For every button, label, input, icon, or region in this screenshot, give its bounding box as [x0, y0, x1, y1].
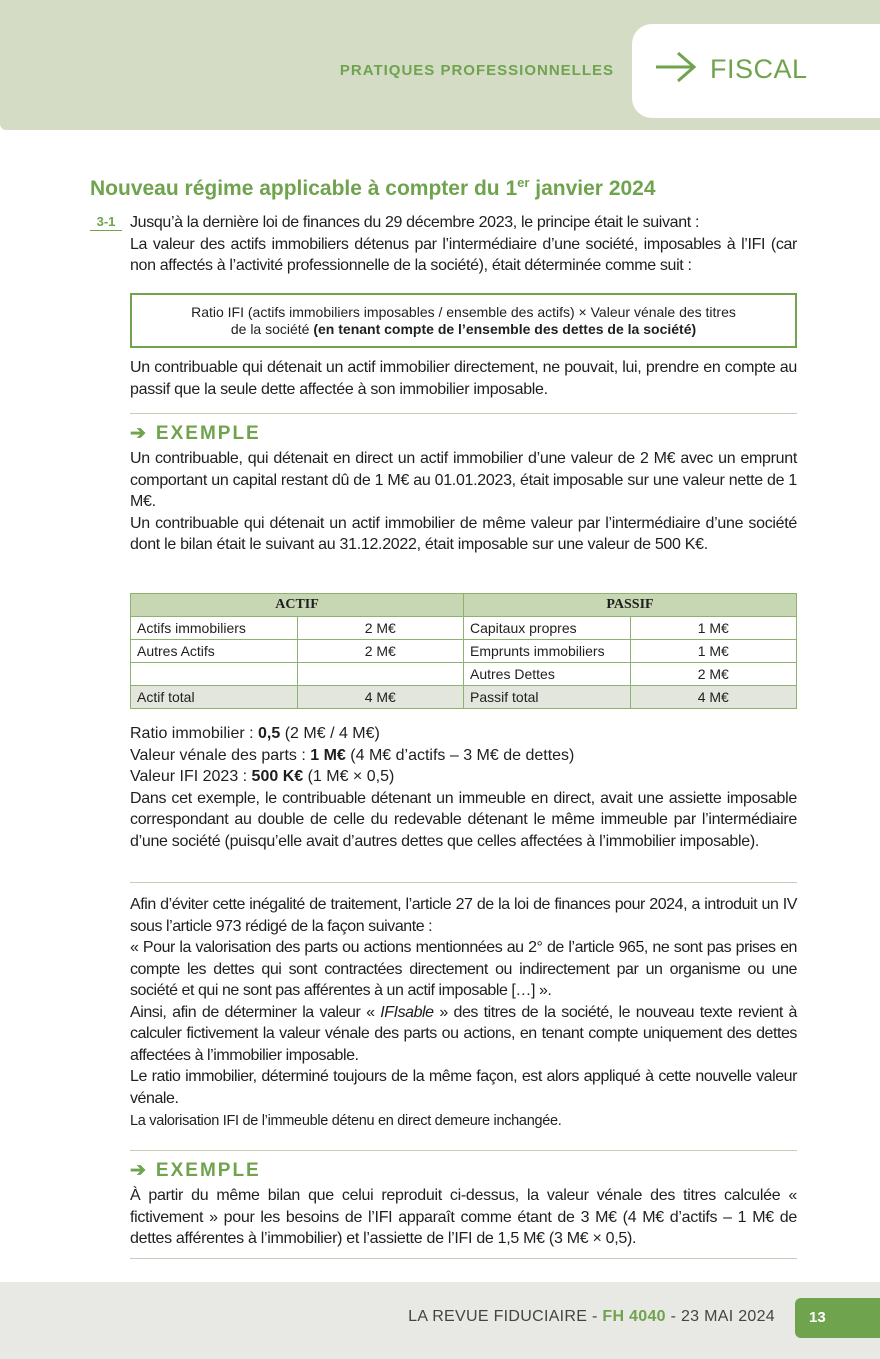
intro-line-1: Jusqu’à la dernière loi de finances du 29 décembre 2023, le principe était le suivant :	[130, 214, 700, 231]
arrow-right-icon: ➔	[130, 1160, 148, 1181]
section-label: PRATIQUES PROFESSIONNELLES	[339, 62, 614, 79]
cell-passif-value: 1 M€	[630, 617, 797, 640]
footer-code: FH 4040	[602, 1308, 666, 1325]
example-1-p2: Un contribuable qui détenait un actif immobilier de même valeur par l’intermédiaire d’une société dont le bilan était le suivant au 31.12.2022, était imposable sur une valeur de 500 K€.	[130, 514, 797, 553]
page-number: 13	[795, 1298, 880, 1338]
cell-actif-label	[131, 663, 298, 686]
formula-plain: de la société	[230, 321, 314, 337]
cell-actif-label: Actifs immobiliers	[131, 617, 298, 640]
footer-journal: LA REVUE FIDUCIAIRE -	[408, 1308, 603, 1325]
reform-p3-start: Ainsi, afin de déterminer la valeur «	[130, 1003, 381, 1021]
table-header-row	[131, 594, 797, 617]
tab-label: FISCAL	[710, 54, 808, 84]
calc-ratio-value: 0,5	[258, 725, 281, 742]
reform-p3	[130, 1002, 797, 1067]
title-text: Nouveau régime applicable à compter du 1	[90, 177, 518, 200]
table-row	[131, 640, 797, 663]
reform-p3-italic: IFIsable	[380, 1003, 434, 1021]
cell-passif-total-value: 4 M€	[630, 686, 797, 709]
calc-ifi-label: Valeur IFI 2023 :	[130, 768, 252, 785]
divider	[130, 1258, 797, 1259]
intro-line-2: La valeur des actifs immobiliers détenus par l’intermédiaire d’une société, imposables à l’IFI (car non affectés à l’activité professionnelle de la société), était déterminée comme suit :	[130, 235, 797, 274]
title-sup: er	[517, 175, 530, 190]
header-passif: PASSIF	[464, 594, 797, 617]
reform-p4: Le ratio immobilier, déterminé toujours de la même façon, est alors appliqué à cette nouvelle valeur vénale.	[130, 1068, 797, 1107]
balance-sheet-table	[130, 593, 797, 709]
cell-passif-label: Capitaux propres	[464, 617, 631, 640]
formula-bold: (en tenant compte de l’ensemble des dettes de la société)	[313, 321, 697, 337]
formula-line-2	[132, 321, 795, 338]
cell-passif-total-label: Passif total	[464, 686, 631, 709]
cell-actif-total-value: 4 M€	[297, 686, 464, 709]
calc-conclusion: Dans cet exemple, le contribuable détenant un immeuble en direct, avait une assiette imposable correspondant au double de celle du redevable détenant le même immeuble par l’intermédiaire d’une société (puisqu’elle avait d’autres dettes que celles affectées à l’immobilier imposable).	[130, 789, 797, 850]
calc-ratio-label: Ratio immobilier :	[130, 725, 259, 742]
divider	[130, 1150, 797, 1151]
arrow-right-icon	[654, 50, 698, 84]
reform-p1: Afin d’éviter cette inégalité de traitement, l’article 27 de la loi de finances pour 2024, a introduit un IV sous l’article 973 rédigé de la façon suivante :	[130, 896, 797, 935]
intro	[130, 212, 797, 277]
cell-actif-value	[297, 663, 464, 686]
calc-ifi-value: 500 K€	[251, 768, 304, 785]
calc-vv-label: Valeur vénale des parts :	[130, 746, 311, 764]
calc-vv-detail: (4 M€ d’actifs – 3 M€ de dettes)	[345, 746, 575, 764]
cell-passif-value: 2 M€	[630, 663, 797, 686]
divider	[130, 882, 797, 883]
cell-actif-value: 2 M€	[297, 617, 464, 640]
cell-actif-label: Autres Actifs	[131, 640, 298, 663]
formula-line-1: Ratio IFI (actifs immobiliers imposables / ensemble des actifs) × Valeur vénale des titres	[191, 304, 736, 320]
calc-vv	[130, 745, 797, 767]
example-heading-label: EXEMPLE	[155, 1160, 261, 1181]
footer-date: - 23 MAI 2024	[665, 1308, 775, 1325]
direct-holding-text: Un contribuable qui détenait un actif immobilier directement, ne pouvait, lui, prendre en compte au passif que la seule dette affectée à son immobilier imposable.	[130, 359, 797, 398]
example-2-body	[130, 1185, 797, 1250]
cell-passif-label: Emprunts immobiliers	[464, 640, 631, 663]
calc-vv-value: 1 M€	[310, 746, 346, 764]
calc-ifi-detail: (1 M€ × 0,5)	[303, 768, 395, 785]
arrow-right-icon: ➔	[130, 423, 148, 444]
cell-actif-value: 2 M€	[297, 640, 464, 663]
example-2-p1: À partir du même bilan que celui reproduit ci-dessus, la valeur vénale des titres calculée « fictivement » pour les besoins de l’IFI apparaît comme étant de 3 M€ (4 M€ d’actifs – 1 M€ de dettes afférentes à l’immobilier) et l’assiette de l’IFI de 1,5 M€ (3 M€ × 0,5).	[130, 1187, 797, 1247]
reform-p3-end: » des titres de la société, le nouveau texte revient à calculer fictivement la valeur vénale des parts ou actions, en tenant compte uniquement des dettes affectées à l’immobilier imposable.	[130, 1003, 797, 1064]
reform	[130, 894, 797, 1133]
calc-ifi	[130, 766, 797, 788]
calc-ratio-detail: (2 M€ / 4 M€)	[280, 725, 380, 742]
reform-p5: La valorisation IFI de l’immeuble détenu en direct demeure inchangée.	[130, 1113, 562, 1129]
cell-passif-label: Autres Dettes	[464, 663, 631, 686]
table-total-row	[131, 686, 797, 709]
reform-p2: « Pour la valorisation des parts ou actions mentionnées au 2° de l’article 965, ne sont pas prises en compte les dettes qui sont contractées directement ou indirectement par un organisme ou une société et qui ne sont pas afférentes à un actif imposable […] ».	[130, 939, 797, 999]
section-tab	[632, 24, 880, 118]
header-actif: ACTIF	[131, 594, 464, 617]
example-heading-2	[130, 1159, 261, 1182]
formula-box	[130, 293, 797, 348]
cell-passif-value: 1 M€	[630, 640, 797, 663]
section-title	[90, 175, 656, 201]
example-1-body	[130, 448, 797, 556]
direct-holding-note	[130, 357, 797, 400]
example-1-p1: Un contribuable, qui détenait en direct un actif immobilier d’une valeur de 2 M€ avec un emprunt comportant un capital restant dû de 1 M€ au 01.01.2023, était imposable sur une valeur nette de 1 M€.	[130, 450, 797, 510]
divider	[130, 413, 797, 414]
table-row	[131, 663, 797, 686]
table-row	[131, 617, 797, 640]
calculation	[130, 723, 797, 852]
calc-ratio	[130, 723, 797, 745]
title-text-end: janvier 2024	[529, 177, 656, 200]
paragraph-number: 3-1	[90, 215, 122, 231]
cell-actif-total-label: Actif total	[131, 686, 298, 709]
example-heading-1	[130, 422, 261, 445]
example-heading-label: EXEMPLE	[155, 423, 261, 444]
footer-citation	[408, 1308, 775, 1326]
